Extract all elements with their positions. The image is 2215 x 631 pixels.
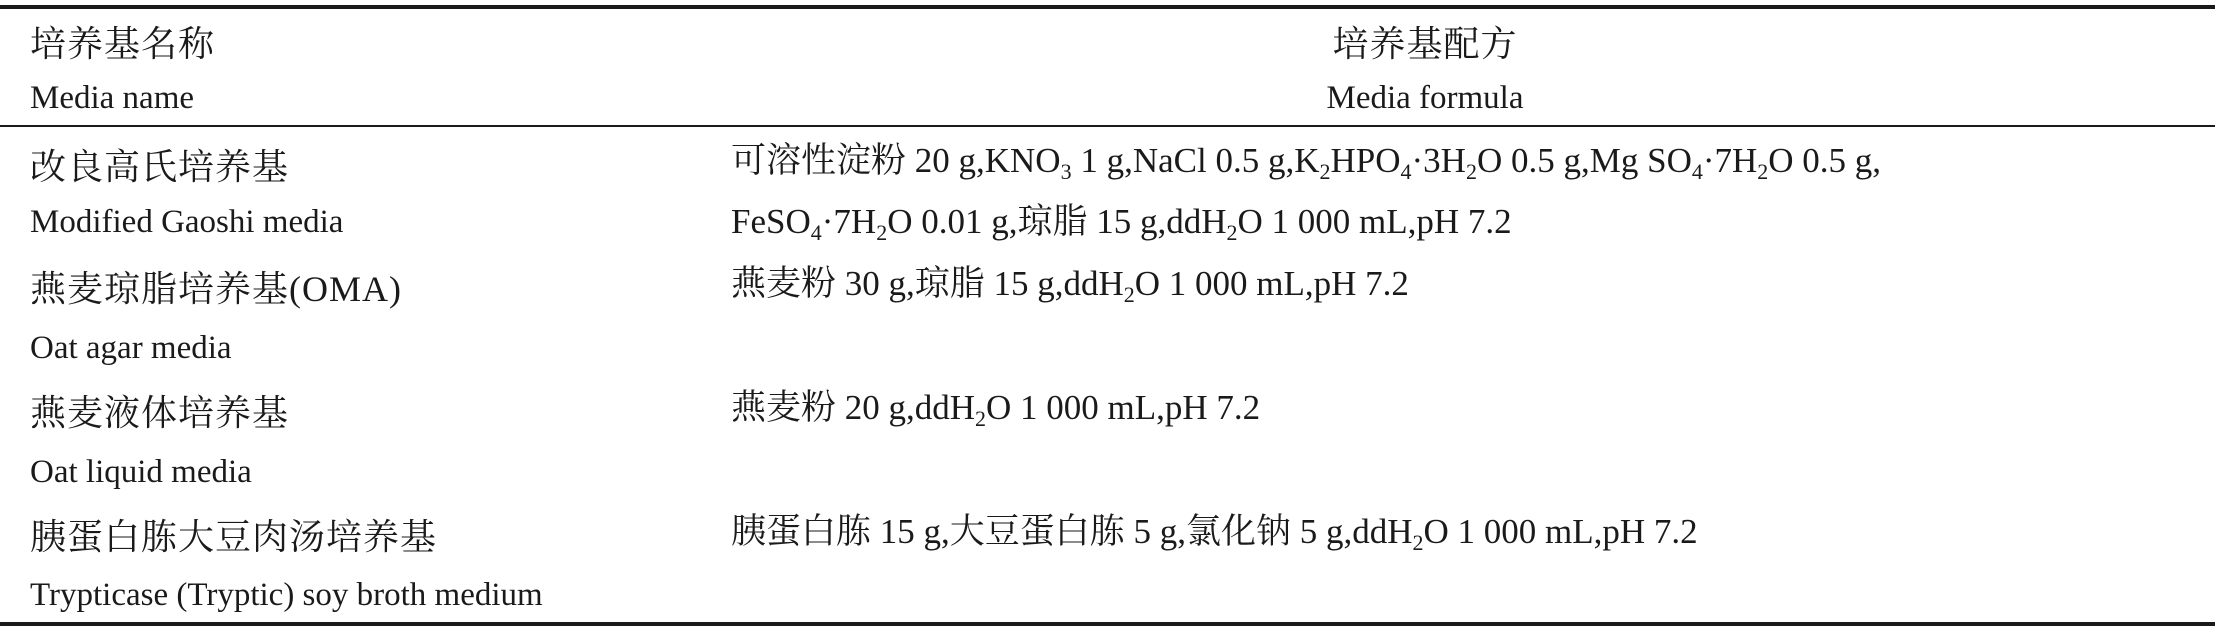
row-name-en: Trypticase (Tryptic) soy broth medium xyxy=(30,577,543,613)
table-bottom-rule xyxy=(0,622,2215,626)
table-top-rule xyxy=(0,5,2215,9)
header-formula-zh: 培养基配方 xyxy=(1332,24,1518,64)
header-formula-en: Media formula xyxy=(1326,80,1524,116)
row-formula-line: 可溶性淀粉 20 $g,KNO_3$ 1 g,NaCl 0.5 $g,K_2HPO_4\cdot 3H_2O$ 0.5 g,Mg $SO_4\cdot 7H_2O$ 0.5 g, xyxy=(731,141,1882,184)
row-name-zh: 改良高氏培养基 xyxy=(30,147,290,187)
header-name-zh: 培养基名称 xyxy=(30,24,216,64)
row-name-zh: 燕麦琼脂培养基(OMA) xyxy=(30,269,402,309)
row-name-zh: 胰蛋白胨大豆肉汤培养基 xyxy=(30,517,438,557)
row-formula-line: 燕麦粉 30 g,琼脂 15 g,ddH$_2$O 1 000 mL,pH 7.2 xyxy=(731,264,1409,307)
row-name-en: Modified Gaoshi media xyxy=(30,204,344,240)
row-formula-line: 燕麦粉 20 g,ddH$_2$O 1 000 mL,pH 7.2 xyxy=(731,388,1261,431)
header-name-en: Media name xyxy=(30,80,195,116)
row-formula-line: 胰蛋白胨 15 g,大豆蛋白胨 5 g,氯化钠 5 g,ddH$_2$O 1 000 mL,pH 7.2 xyxy=(731,512,1698,555)
row-name-zh: 燕麦液体培养基 xyxy=(30,393,290,433)
row-formula-line: $FeSO_4\cdot 7H_2O$ 0.01 g,琼脂 15 g,ddH$_2$O 1 000 mL,pH 7.2 xyxy=(731,202,1512,245)
row-name-en: Oat agar media xyxy=(30,330,232,366)
row-name-en: Oat liquid media xyxy=(30,454,252,490)
table-header-rule xyxy=(0,125,2215,127)
